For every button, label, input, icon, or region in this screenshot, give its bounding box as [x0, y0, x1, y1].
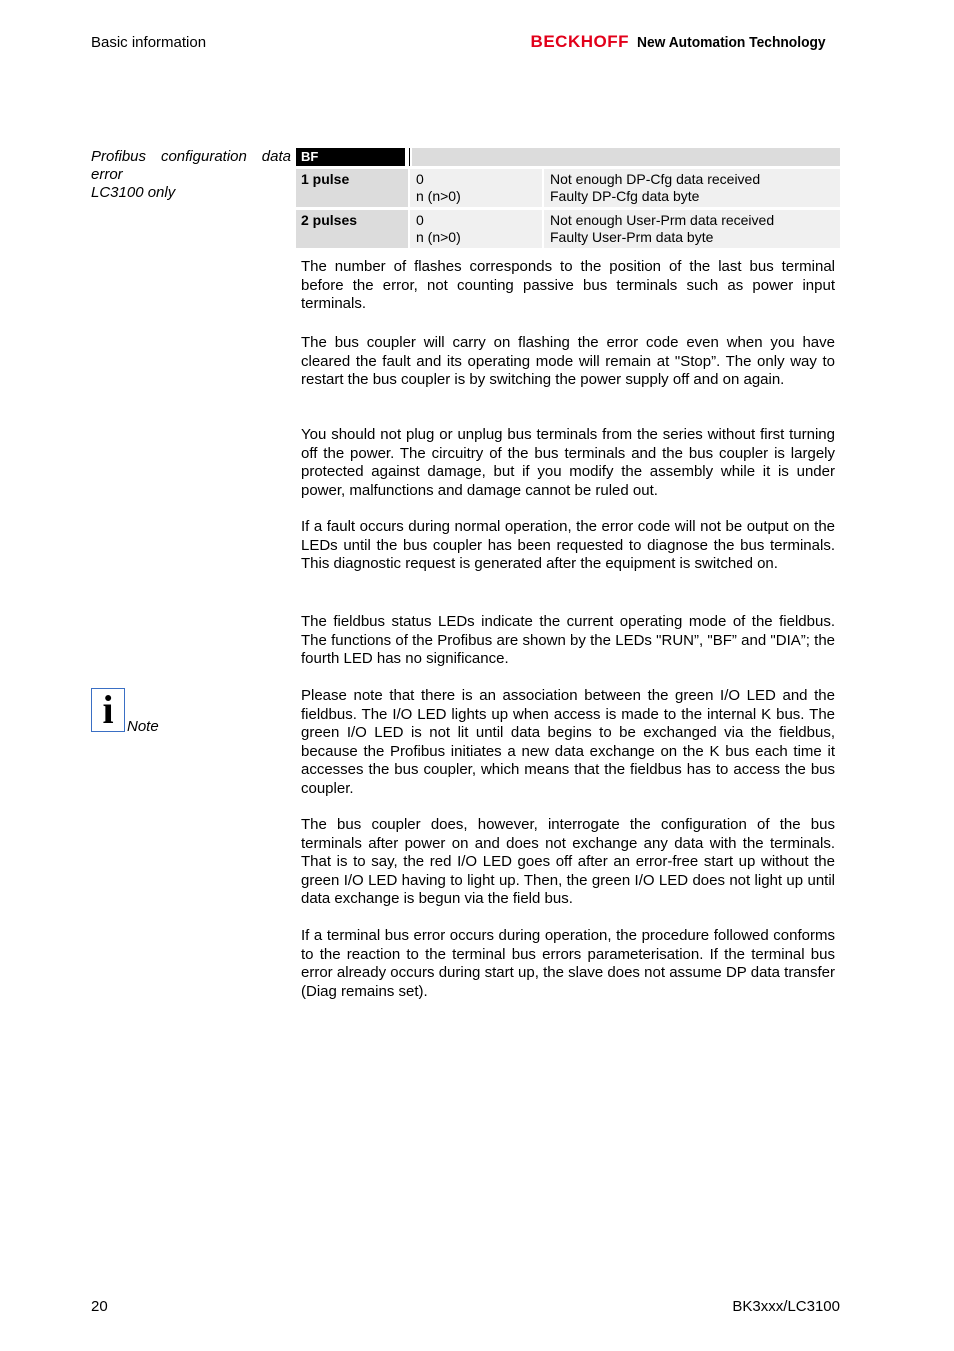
code-cell	[410, 169, 542, 207]
brand-tagline: New Automation Technology	[637, 34, 826, 51]
body-paragraph: The bus coupler will carry on flashing the error code even when you have cleared the fault and its operating mode will remain at "Stop”. The only way to restart the bus coupler is by switching the power supply off and on again.	[301, 334, 835, 389]
side-note-word: configuration	[160, 148, 247, 165]
header-section-title: Basic information	[91, 34, 207, 51]
description-cell	[544, 210, 840, 248]
table-row	[296, 210, 840, 248]
info-icon	[91, 688, 125, 732]
side-note-line-2: error	[91, 166, 123, 183]
info-glyph: i	[102, 687, 114, 732]
pulse-cell: 1 pulse	[296, 169, 408, 207]
side-note-word: Profibus	[91, 148, 147, 165]
body-paragraph: The bus coupler does, however, interrogate the configuration of the bus terminals after power on and does not exchange any data with the terminals. That is to say, the red I/O LED goes off after an error-free start up without the green I/O LED having to light up. Then, the green I/O LED does not light up until data exchange is begun via the field bus.	[301, 816, 835, 908]
bf-header-fill	[412, 148, 840, 166]
code-line: n (n>0)	[416, 229, 461, 245]
side-note-line-3: LC3100 only	[91, 184, 176, 201]
code-line: 0	[416, 212, 424, 228]
description-line: Not enough DP-Cfg data received	[550, 171, 761, 187]
code-cell	[410, 210, 542, 248]
side-note-line-1	[91, 148, 291, 166]
description-line: Faulty DP-Cfg data byte	[550, 188, 700, 204]
note-label: Note	[127, 718, 159, 735]
body-paragraph: Please note that there is an association between the green I/O LED and the fieldbus. The I/O LED lights up when access is made to the internal K bus. The green I/O LED is not lit until data begins to be exchanged via the fieldbus, because the Profibus initiates a new data exchange on the K bus each time it accesses the bus coupler, which means that the fieldbus has to access the bus coupler.	[301, 687, 835, 797]
side-note	[91, 148, 291, 202]
body-paragraph: The number of flashes corresponds to the position of the last bus terminal before the error, not counting passive bus terminals such as power input terminals.	[301, 258, 835, 313]
code-line: 0	[416, 171, 424, 187]
bf-header-divider	[404, 148, 410, 166]
body-paragraph: The fieldbus status LEDs indicate the current operating mode of the fieldbus. The functions of the Profibus are shown by the LEDs "RUN”, "BF” and "DIA”; the fourth LED has no significance.	[301, 613, 835, 668]
description-cell	[544, 169, 840, 207]
table-row	[296, 169, 840, 207]
page-number: 20	[91, 1298, 108, 1315]
bf-header-label: BF	[296, 148, 404, 166]
code-line: n (n>0)	[416, 188, 461, 204]
brand-logo	[531, 32, 842, 52]
description-line: Not enough User-Prm data received	[550, 212, 775, 228]
bf-table-header	[296, 148, 840, 166]
body-paragraph: If a fault occurs during normal operation, the error code will not be output on the LEDs until the bus coupler has been requested to diagnose the bus terminals. This diagnostic request is generated after the equipment is switched on.	[301, 518, 835, 573]
description-line: Faulty User-Prm data byte	[550, 229, 714, 245]
document-id: BK3xxx/LC3100	[732, 1298, 840, 1315]
body-paragraph: If a terminal bus error occurs during operation, the procedure followed conforms to the reaction to the terminal bus errors parameterisation. If the terminal bus error already occurs during start up, the slave does not assume DP data transfer (Diag remains set).	[301, 927, 835, 1000]
bf-error-table	[296, 148, 840, 248]
body-paragraph: You should not plug or unplug bus terminals from the series without first turning off the power. The circuitry of the bus terminals and the bus coupler is largely protected against damage, but if you modify the assembly while it is under power, malfunctions and damage cannot be ruled out.	[301, 426, 835, 499]
side-note-word: data	[261, 148, 291, 165]
pulse-cell: 2 pulses	[296, 210, 408, 248]
brand-name: BECKHOFF	[530, 32, 629, 51]
